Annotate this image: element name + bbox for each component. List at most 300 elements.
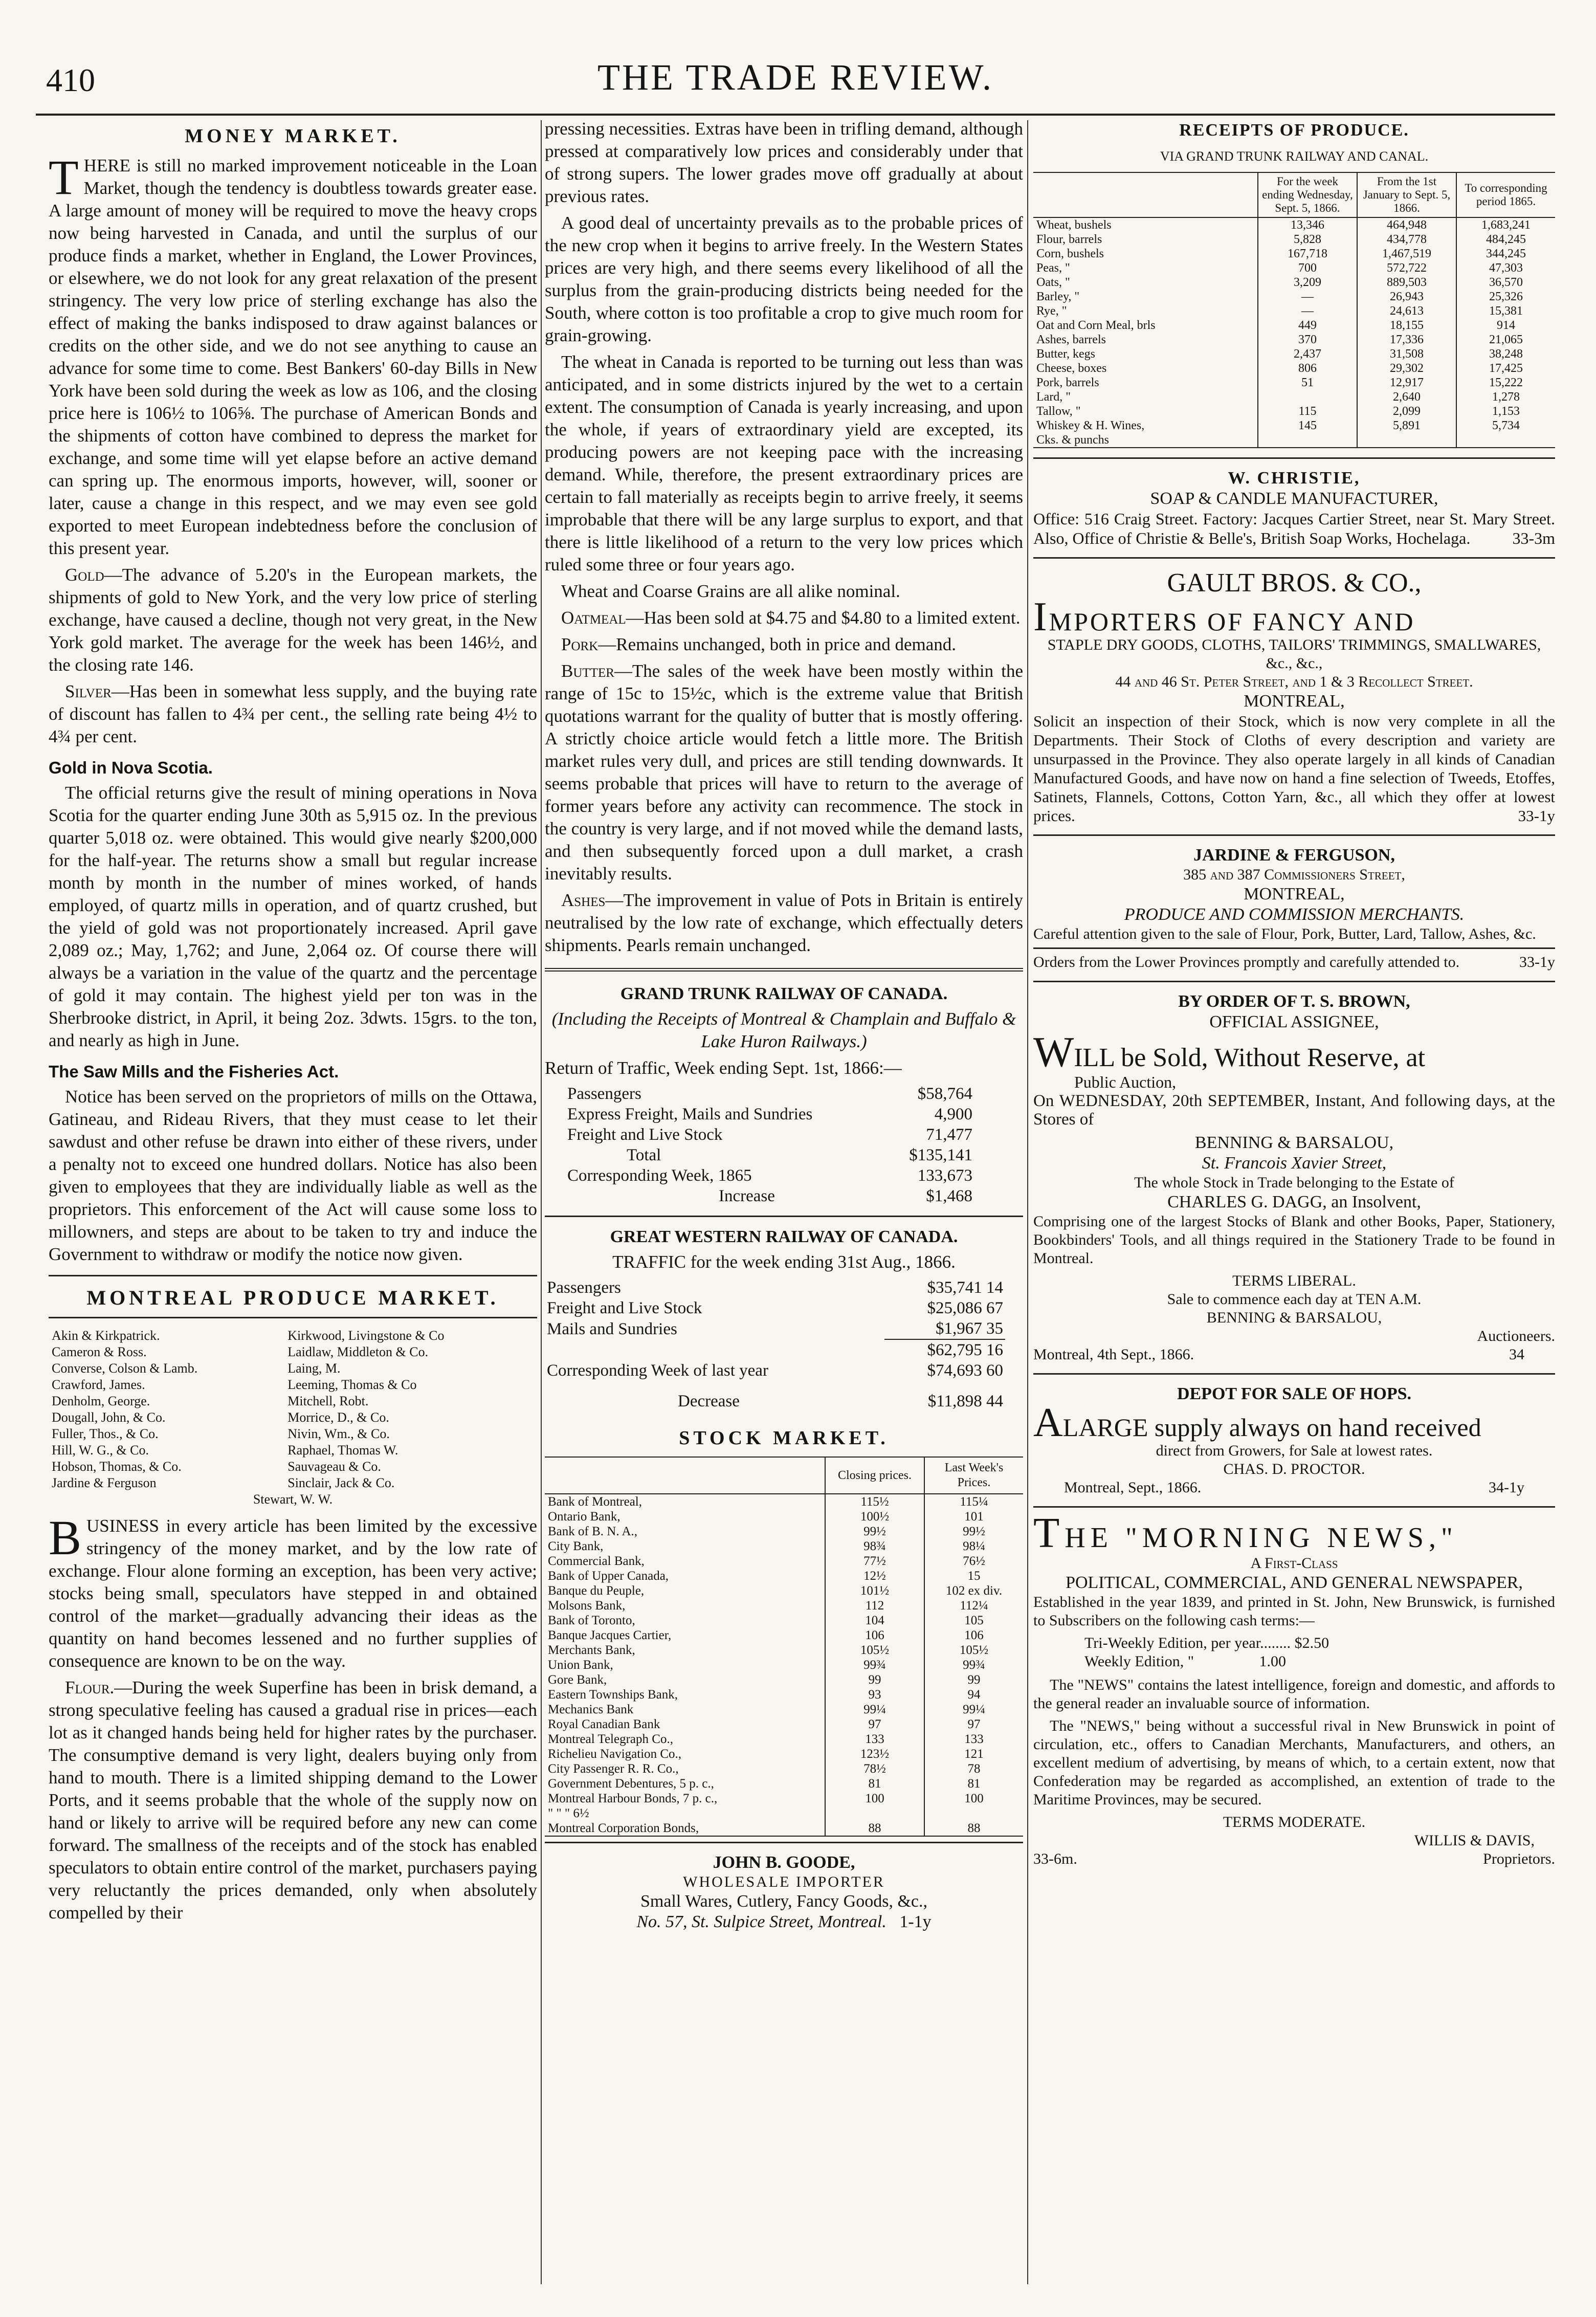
stock-name: Bank of Upper Canada,	[548, 1569, 669, 1583]
gault-city: MONTREAL,	[1244, 692, 1345, 711]
traffic-label: Mails and Sundries	[547, 1319, 677, 1338]
stock-closing: 106	[825, 1628, 924, 1643]
table-row	[545, 1791, 1023, 1806]
brown-auctioneers: Auctioneers.	[1477, 1328, 1555, 1344]
great-western-table	[545, 1277, 1005, 1411]
flour-label: Flour.	[65, 1678, 115, 1697]
gtr-increase-label: Increase	[719, 1187, 775, 1205]
produce-continued: pressing necessities. Extras have been in trifling demand, although pressed at comparatively low prices and considerably under that of strong supers. The lower grades move off gradually at about previous rates.	[545, 119, 1023, 206]
jardine-trade: PRODUCE AND COMMISSION MERCHANTS.	[1124, 905, 1465, 924]
stock-name: Banque du Peuple,	[548, 1584, 645, 1598]
divider	[1033, 947, 1555, 949]
table-row	[1033, 347, 1555, 361]
traffic-row	[545, 1298, 1005, 1318]
stock-last-week: 106	[924, 1628, 1023, 1643]
firm-name: Akin & Kirkpatrick.	[52, 1328, 160, 1343]
hops-date	[1033, 1479, 1555, 1497]
receipts-header-year: From the 1st January to Sept. 5, 1866.	[1357, 172, 1456, 217]
produce-value: 36,570	[1456, 275, 1555, 290]
firm-name: Denholm, George.	[52, 1394, 150, 1408]
brown-firm: BENNING & BARSALOU,	[1194, 1133, 1394, 1152]
produce-item: Ashes, barrels	[1036, 333, 1106, 346]
gw-total: $62,795 16	[884, 1339, 1005, 1360]
produce-value: 370	[1258, 333, 1357, 347]
produce-value: 31,508	[1357, 347, 1456, 361]
produce-value	[1357, 433, 1456, 448]
grand-trunk-table	[565, 1084, 974, 1206]
ashes-paragraph	[545, 889, 1023, 957]
stock-name: Eastern Townships Bank,	[548, 1688, 678, 1702]
wheat-paragraph: The wheat in Canada is reported to be turning out less than was anticipated, and in some districts injured by the wet to a certain extent. The consumption of Canada is yearly increasing, and upon the whole, if years of extraordinary yield are excepted, its producing powers are not keeping pace with the increasing demand. While, therefore, the present extraordinary prices are certain to fall materially as receipts begin to arrive freely, it seems improbable that there will be any large surplus to export, and that there is little likelihood of a return to the very low prices which ruled some three or four years ago.	[545, 352, 1023, 575]
receipts-header-week: For the week ending Wednesday, Sept. 5, 1866.	[1258, 172, 1357, 217]
firm-name: Dougall, John, & Co.	[52, 1410, 166, 1425]
stock-last-week: 112¼	[924, 1598, 1023, 1613]
produce-value: 47,303	[1456, 261, 1555, 275]
gault-text	[1033, 712, 1555, 825]
firm-name: Crawford, James.	[52, 1377, 145, 1392]
news-established: Established in the year 1839, and printed in St. John, New Brunswick, is furnished to Subscribers on the following cash terms:—	[1033, 1594, 1555, 1629]
stock-name: Commercial Bank,	[548, 1554, 645, 1568]
produce-value: 484,245	[1456, 232, 1555, 247]
divider	[1033, 457, 1555, 459]
firm-name: Sauvageau & Co.	[287, 1459, 381, 1474]
hops-line: direct from Growers, for Sale at lowest rates.	[1156, 1442, 1433, 1459]
stock-name: " " " 6½	[548, 1806, 589, 1820]
table-row	[1033, 217, 1555, 232]
gold-paragraph	[49, 564, 537, 676]
traffic-row	[545, 1318, 1005, 1339]
table-row	[545, 1613, 1023, 1628]
table-row	[545, 1687, 1023, 1702]
money-market-text: HERE is still no marked improvement noticeable in the Loan Market, though the tendency is doubtless towards greater ease. A large amount of money will be required to move the heavy crops now being harvested in Canada, and until the surplus of our produce finds a market, whether in England, the Lower Provinces, or elsewhere, we do not look for any great relaxation of the present stringency. The very low price of sterling exchange has also the effect of making the banks indisposed to draw against balances or credits on the other side, and we do not see anything to cause an advance for some time to come. Best Bankers' 60-day Bills in New York have been sold during the week as low as 106, and the closing price here is 106½ to 106⅝. The purchase of American Bonds and the shipments of cotton have combined to depress the market for exchange, and some time will yet elapse before an active demand can spring up. The enormous imports, however, will, sooner or later, cause a change in this respect, and we may even see gold exported to meet European indebtedness before the conclusion of this present year.	[49, 156, 537, 558]
firm-name: Nivin, Wm., & Co.	[287, 1426, 390, 1441]
brown-whole: The whole Stock in Trade belonging to the Estate of	[1134, 1174, 1454, 1191]
drop-cap: T	[1033, 1509, 1065, 1557]
traffic-row	[545, 1277, 1005, 1298]
news-type: POLITICAL, COMMERCIAL, AND GENERAL NEWSPAPER,	[1066, 1573, 1523, 1592]
stock-closing: 88	[825, 1821, 924, 1836]
stock-closing: 77½	[825, 1554, 924, 1569]
hops-sign: CHAS. D. PROCTOR.	[1223, 1461, 1365, 1477]
stock-header-last-week: Last Week's Prices.	[924, 1457, 1023, 1494]
drop-cap: T	[49, 150, 79, 205]
table-row	[1033, 404, 1555, 418]
firm-name: Kirkwood, Livingstone & Co	[287, 1328, 445, 1343]
produce-value: 17,336	[1357, 333, 1456, 347]
table-row	[1033, 376, 1555, 390]
receipts-header-1865: To corresponding period 1865.	[1456, 172, 1555, 217]
stock-name: Government Debentures, 5 p. c.,	[548, 1777, 714, 1791]
traffic-value: $35,741 14	[927, 1278, 1003, 1297]
grand-trunk-title: GRAND TRUNK RAILWAY OF CANADA.	[620, 984, 948, 1003]
goode-line2	[545, 1912, 1023, 1932]
produce-value: —	[1258, 290, 1357, 304]
traffic-row	[565, 1124, 974, 1145]
jardine-code: 33-1y	[1519, 954, 1555, 970]
hops-title: DEPOT FOR SALE OF HOPS.	[1177, 1384, 1412, 1403]
gault-heading	[1033, 594, 1555, 639]
table-row	[545, 1821, 1023, 1836]
firms-list	[49, 1328, 537, 1508]
firm-name: Sinclair, Jack & Co.	[287, 1475, 395, 1490]
firm-name: Laing, M.	[287, 1361, 341, 1376]
news-week	[1033, 1652, 1555, 1671]
page-number: 410	[46, 62, 95, 98]
christie-line1: SOAP & CANDLE MANUFACTURER,	[1150, 489, 1438, 508]
hops-heading	[1033, 1400, 1555, 1445]
produce-market-title: MONTREAL PRODUCE MARKET.	[86, 1286, 499, 1309]
table-row	[1033, 418, 1555, 433]
produce-value: 344,245	[1456, 247, 1555, 261]
stock-last-week: 76½	[924, 1554, 1023, 1569]
stock-name: Bank of Montreal,	[548, 1495, 642, 1509]
brown-dateline	[1033, 1345, 1555, 1364]
news-terms: TERMS MODERATE.	[1223, 1814, 1366, 1830]
traffic-row	[565, 1104, 974, 1124]
produce-value: 17,425	[1456, 361, 1555, 376]
table-row	[545, 1539, 1023, 1554]
butter-label: Butter	[561, 661, 614, 681]
table-row	[545, 1598, 1023, 1613]
jardine-name: JARDINE & FERGUSON,	[1193, 846, 1395, 865]
stock-closing: 99	[825, 1672, 924, 1687]
stock-last-week: 105½	[924, 1643, 1023, 1658]
table-row	[545, 1658, 1023, 1672]
table-row	[545, 1583, 1023, 1598]
stock-name: Banque Jacques Cartier,	[548, 1628, 672, 1642]
gault-name: GAULT BROS. & CO.,	[1167, 568, 1422, 598]
produce-value: 38,248	[1456, 347, 1555, 361]
produce-value: 434,778	[1357, 232, 1456, 247]
divider	[545, 1216, 1023, 1217]
column-1	[49, 118, 537, 1928]
ashes-label: Ashes	[561, 890, 606, 910]
table-row	[545, 1554, 1023, 1569]
produce-item: Cks. & punchs	[1036, 433, 1110, 447]
table-row	[1033, 247, 1555, 261]
traffic-value: $1,967 35	[936, 1319, 1003, 1338]
drop-cap: A	[1033, 1400, 1063, 1445]
table-row	[545, 1761, 1023, 1776]
table-row	[545, 1524, 1023, 1539]
brown-text: Comprising one of the largest Stocks of Blank and other Books, Paper, Stationery, Bookbinders' Tools, and all things required in the Stationery Trade to be found in Montreal.	[1033, 1213, 1555, 1267]
produce-value: 449	[1258, 318, 1357, 333]
stock-last-week: 99¼	[924, 1702, 1023, 1717]
produce-item: Rye, "	[1036, 304, 1067, 318]
table-row	[545, 1628, 1023, 1643]
stock-last-week: 99½	[924, 1524, 1023, 1539]
gw-decrease-label: Decrease	[678, 1392, 740, 1410]
ashes-text: —The improvement in value of Pots in Britain is entirely neutralised by the low rate of exchange, which effectually deters shipments. Pearls remain unchanged.	[545, 890, 1023, 955]
produce-item: Pork, barrels	[1036, 376, 1099, 389]
gtr-total-label: Total	[627, 1146, 661, 1164]
great-western-title: GREAT WESTERN RAILWAY OF CANADA.	[610, 1227, 958, 1246]
stock-last-week: 78	[924, 1761, 1023, 1776]
nova-scotia-title: Gold in Nova Scotia.	[49, 758, 213, 777]
gault-code: 33-1y	[1518, 807, 1555, 825]
brown-dagg: CHARLES G. DAGG, an Insolvent,	[1167, 1193, 1421, 1211]
stock-closing: 112	[825, 1598, 924, 1613]
stock-closing: 12½	[825, 1569, 924, 1583]
business-paragraph	[49, 1510, 537, 1672]
stock-last-week: 94	[924, 1687, 1023, 1702]
traffic-label: Freight and Live Stock	[567, 1126, 723, 1144]
produce-item: Corn, bushels	[1036, 247, 1104, 260]
traffic-label: Passengers	[547, 1278, 621, 1297]
stock-last-week: 99¾	[924, 1658, 1023, 1672]
news-week-label: Weekly Edition, "	[1084, 1653, 1194, 1670]
produce-value: 3,209	[1258, 275, 1357, 290]
money-market-body	[49, 150, 537, 560]
christie-body: Office: 516 Craig Street. Factory: Jacques Cartier Street, near St. Mary Street. Also, Office of Christie & Belle's, British Soap Works, Hochelaga.	[1033, 510, 1555, 547]
produce-value	[1456, 433, 1555, 448]
stock-header-closing: Closing prices.	[825, 1457, 924, 1494]
stock-closing: 99¼	[825, 1702, 924, 1717]
produce-value: 26,943	[1357, 290, 1456, 304]
brown-street: St. Francois Xavier Street,	[1202, 1154, 1387, 1173]
news-sub: A First-Class	[1250, 1555, 1338, 1572]
stock-name: Mechanics Bank	[548, 1703, 634, 1716]
stock-last-week: 98¼	[924, 1539, 1023, 1554]
produce-value: —	[1258, 304, 1357, 318]
drop-cap: I	[1033, 594, 1049, 639]
stock-closing: 81	[825, 1776, 924, 1791]
produce-item: Flour, barrels	[1036, 233, 1102, 246]
divider	[1033, 557, 1555, 559]
stock-closing: 123½	[825, 1747, 924, 1761]
saw-mills-title: The Saw Mills and the Fisheries Act.	[49, 1062, 339, 1081]
brown-sign: BENNING & BARSALOU,	[1206, 1309, 1382, 1326]
produce-item: Butter, kegs	[1036, 347, 1096, 361]
produce-value: 2,437	[1258, 347, 1357, 361]
news-heading	[1033, 1509, 1555, 1557]
stock-closing: 93	[825, 1687, 924, 1702]
stock-closing: 100½	[825, 1509, 924, 1524]
hops-code: 34-1y	[1489, 1479, 1524, 1496]
brown-title: BY ORDER OF T. S. BROWN,	[1178, 992, 1410, 1011]
produce-value: 115	[1258, 404, 1357, 418]
stock-name: Bank of Toronto,	[548, 1614, 635, 1627]
stock-closing: 133	[825, 1732, 924, 1747]
table-row	[545, 1494, 1023, 1509]
produce-value: 167,718	[1258, 247, 1357, 261]
stock-closing: 99¾	[825, 1658, 924, 1672]
produce-item: Wheat, bushels	[1036, 218, 1112, 232]
jardine-text: Careful attention given to the sale of Flour, Pork, Butter, Lard, Tallow, Ashes, &c.	[1033, 925, 1536, 942]
produce-value: 1,153	[1456, 404, 1555, 418]
crop-paragraph: A good deal of uncertainty prevails as to the probable prices of the new crop when it begins to arrive freely. In the Western States prices are very high, and there seems every likelihood of all the surplus from the grain-producing districts being needed for the South, where cotton is too profitable a crop to give much room for grain-growing.	[545, 213, 1023, 345]
stock-last-week: 115¼	[924, 1494, 1023, 1509]
produce-value: 889,503	[1357, 275, 1456, 290]
produce-value	[1258, 390, 1357, 404]
stock-name: Royal Canadian Bank	[548, 1717, 660, 1731]
grand-trunk-subtitle: (Including the Receipts of Montreal & Champlain and Buffalo & Lake Huron Railways.)	[551, 1009, 1016, 1051]
stock-name: Richelieu Navigation Co.,	[548, 1747, 682, 1761]
stock-closing: 97	[825, 1717, 924, 1732]
table-row	[1033, 304, 1555, 318]
table-row	[545, 1643, 1023, 1658]
traffic-value: 4,900	[934, 1105, 972, 1123]
brown-heading	[1033, 1028, 1555, 1076]
firms-right-column	[284, 1328, 537, 1491]
stock-name: Montreal Harbour Bonds, 7 p. c.,	[548, 1792, 718, 1805]
column-divider-1	[541, 120, 542, 2284]
gtr-corresponding-label: Corresponding Week, 1865	[567, 1166, 752, 1185]
saw-mills-text: Notice has been served on the proprietors of mills on the Ottawa, Gatineau, and Rideau Rivers, that they must cease to let their sawdust and other refuse be drawn into either of these rivers, under a penalty not to exceed one hundred dollars. Notice has also been given to employees that they are individually liable as well as the proprietors. This enforcement of the Act will cause some loss to millowners, and steps are about to be taken to try and induce the Government to withdraw or modify the notice now given.	[49, 1087, 537, 1264]
stock-name: Molsons Bank,	[548, 1599, 626, 1613]
table-row	[545, 1717, 1023, 1732]
table-row	[1033, 433, 1555, 448]
produce-value: 5,891	[1357, 418, 1456, 433]
stock-last-week: 100	[924, 1791, 1023, 1806]
stock-name: Bank of B. N. A.,	[548, 1525, 637, 1538]
stock-closing: 115½	[825, 1494, 924, 1509]
stock-last-week: 101	[924, 1509, 1023, 1524]
stock-last-week: 133	[924, 1732, 1023, 1747]
butter-paragraph	[545, 660, 1023, 885]
stock-last-week: 15	[924, 1569, 1023, 1583]
stock-closing: 101½	[825, 1583, 924, 1598]
produce-value: 1,467,519	[1357, 247, 1456, 261]
hops-date-text: Montreal, Sept., 1866.	[1064, 1479, 1202, 1496]
brown-sale: Sale to commence each day at TEN A.M.	[1167, 1291, 1422, 1308]
stock-name: Montreal Telegraph Co.,	[548, 1732, 673, 1746]
grand-trunk-intro: Return of Traffic, Week ending Sept. 1st, 1866:—	[545, 1058, 902, 1078]
produce-value: 51	[1258, 376, 1357, 390]
firm-name: Jardine & Ferguson	[52, 1475, 157, 1490]
stock-closing	[825, 1806, 924, 1821]
traffic-value: $25,086 67	[927, 1299, 1003, 1317]
pork-text: —Remains unchanged, both in price and demand.	[598, 634, 957, 654]
produce-value: 13,346	[1258, 217, 1357, 232]
produce-value: 2,099	[1357, 404, 1456, 418]
produce-value: 25,326	[1456, 290, 1555, 304]
stock-name: Union Bank,	[548, 1658, 613, 1672]
table-row	[545, 1702, 1023, 1717]
produce-value: 1,683,241	[1456, 217, 1555, 232]
christie-name: W. CHRISTIE,	[1228, 469, 1361, 488]
traffic-value: 71,477	[926, 1126, 972, 1144]
firm-name: Mitchell, Robt.	[287, 1394, 369, 1408]
receipts-title: RECEIPTS OF PRODUCE.	[1179, 121, 1409, 140]
stock-name: Montreal Corporation Bonds,	[548, 1821, 699, 1835]
hops-head-text: LARGE supply always on hand received	[1062, 1413, 1481, 1442]
news-head-text: HE "MORNING NEWS,"	[1065, 1522, 1458, 1554]
firm-last: Stewart, W. W.	[253, 1492, 333, 1507]
nova-scotia-text: The official returns give the result of mining operations in Nova Scotia for the quarter ending June 30th as 5,915 oz. In the previous quarter 5,018 oz. were obtained. This would give nearly $200,000 for the half-year. The returns show a small but regular increase month by month in the number of mines worked, of hands employed, of quartz mills in operation, and of quartz crushed, but the yield of gold was not proportionately increased. April gave 2,089 oz.; May, 1,762; and June, 2,064 oz. Of course there will always be a variation in the value of the quartz and the percentage of gold it may contain. The highest yield per ton was in the Sherbrooke district, in April, it being 2oz. 3dwts. 15grs. to the ton, and nearly as high in June.	[49, 783, 537, 1050]
drop-cap: B	[49, 1510, 82, 1565]
produce-item: Oat and Corn Meal, brls	[1036, 319, 1156, 332]
gw-decrease: $11,898 44	[927, 1392, 1003, 1410]
traffic-label: Freight and Live Stock	[547, 1299, 702, 1317]
stock-last-week: 81	[924, 1776, 1023, 1791]
divider	[49, 1275, 537, 1276]
gault-body: Solicit an inspection of their Stock, which is now very complete in all the Departments. Their Stock of Cloths of every description and variety are unsurpassed in the Province. They also operate largely in all kinds of Canadian Manufactured Goods, and have now on hand a fine selection of Tweeds, Etoffes, Satinets, Flannels, Cottons, Cotton Yarn, &c., all which they offer at lowest prices.	[1033, 712, 1555, 825]
firm-name: Leeming, Thomas & Co	[287, 1377, 417, 1392]
gold-text: —The advance of 5.20's in the European markets, the shipments of gold to New York, and the very low price of sterling exchange, have caused a decline, though not very great, in the New York gold market. The average for the week has been 146½, and the closing rate 146.	[49, 565, 537, 675]
firm-name: Hobson, Thomas, & Co.	[52, 1459, 182, 1474]
news-footer	[1033, 1850, 1555, 1868]
grains-paragraph: Wheat and Coarse Grains are all alike nominal.	[561, 581, 900, 601]
produce-item: Lard, "	[1036, 390, 1071, 404]
news-week-price: 1.00	[1259, 1653, 1286, 1670]
stock-closing: 105½	[825, 1643, 924, 1658]
divider	[1033, 834, 1555, 836]
table-row	[1033, 333, 1555, 347]
news-proprietors: Proprietors.	[1483, 1850, 1555, 1867]
divider	[545, 1842, 1023, 1843]
firm-name: Raphael, Thomas W.	[287, 1443, 398, 1458]
butter-text: —The sales of the week have been mostly within the range of 15c to 15½c, which is the extreme value that British quotations warrant for the quality of butter that is mostly offering. A strictly choice article would fetch a little more. The British market rules very dull, and prices are still tending downwards. It seems probable that prices will have to return to the average of former years before any activity can recommence. The stock in the country is very large, and if not moved while the demand lasts, and then subsequently forced upon a dull market, a crash inevitably results.	[545, 661, 1023, 884]
table-row	[1033, 318, 1555, 333]
goode-code: 1-1y	[899, 1912, 932, 1931]
gtr-corresponding: 133,673	[917, 1166, 972, 1185]
column-2	[545, 118, 1023, 1932]
silver-label: Silver	[65, 681, 112, 701]
stock-last-week: 121	[924, 1747, 1023, 1761]
drop-cap: W	[1033, 1028, 1074, 1076]
flour-paragraph	[49, 1676, 537, 1924]
firms-left-column	[49, 1328, 284, 1491]
table-row	[545, 1732, 1023, 1747]
masthead: THE TRADE REVIEW.	[597, 57, 993, 98]
stock-name: Merchants Bank,	[548, 1643, 635, 1657]
firm-name: Converse, Colson & Lamb.	[52, 1361, 198, 1376]
stock-name: Ontario Bank,	[548, 1510, 620, 1524]
stock-last-week: 105	[924, 1613, 1023, 1628]
produce-item: Cheese, boxes	[1036, 362, 1107, 375]
produce-value: 806	[1258, 361, 1357, 376]
money-market-title: MONEY MARKET.	[185, 125, 401, 147]
produce-item: Oats, "	[1036, 276, 1070, 289]
stock-name: Gore Bank,	[548, 1673, 607, 1687]
brown-date: On WEDNESDAY, 20th SEPTEMBER, Instant, And following days, at the Stores of	[1033, 1092, 1555, 1129]
produce-value: 5,828	[1258, 232, 1357, 247]
produce-value: 464,948	[1357, 217, 1456, 232]
produce-value: 29,302	[1357, 361, 1456, 376]
divider	[1033, 1373, 1555, 1375]
stock-last-week: 88	[924, 1821, 1023, 1836]
produce-item: Tallow, "	[1036, 405, 1081, 418]
jardine-orders-text: Orders from the Lower Provinces promptly and carefully attended to.	[1033, 954, 1460, 970]
table-row	[1033, 390, 1555, 404]
column-divider-2	[1027, 120, 1028, 2284]
traffic-label: Express Freight, Mails and Sundries	[567, 1105, 813, 1123]
brown-terms: TERMS LIBERAL.	[1232, 1272, 1356, 1289]
produce-value: 15,381	[1456, 304, 1555, 318]
goode-title: WHOLESALE IMPORTER	[683, 1873, 885, 1890]
silver-paragraph	[49, 680, 537, 748]
stock-closing: 98¾	[825, 1539, 924, 1554]
gault-head-text: MPORTERS OF FANCY AND	[1049, 607, 1415, 636]
firm-name: Hill, W. G., & Co.	[52, 1443, 149, 1458]
page-header	[36, 56, 1555, 113]
goode-line1: Small Wares, Cutlery, Fancy Goods, &c.,	[640, 1892, 928, 1911]
stock-last-week: 102 ex div.	[924, 1583, 1023, 1598]
table-row	[545, 1776, 1023, 1791]
brown-head2: Public Auction,	[1074, 1073, 1177, 1091]
firm-name: Morrice, D., & Co.	[287, 1410, 389, 1425]
brown-dateline-text: Montreal, 4th Sept., 1866.	[1033, 1346, 1194, 1363]
table-row	[545, 1672, 1023, 1687]
double-rule	[545, 968, 1023, 973]
traffic-label: Passengers	[567, 1085, 641, 1103]
traffic-value: $58,764	[917, 1085, 972, 1103]
gw-corresponding-label: Corresponding Week of last year	[547, 1361, 768, 1380]
christie-code: 33-3m	[1512, 529, 1555, 547]
goode-address: No. 57, St. Sulpice Street, Montreal.	[636, 1912, 886, 1931]
stock-market-title: STOCK MARKET.	[679, 1427, 889, 1449]
